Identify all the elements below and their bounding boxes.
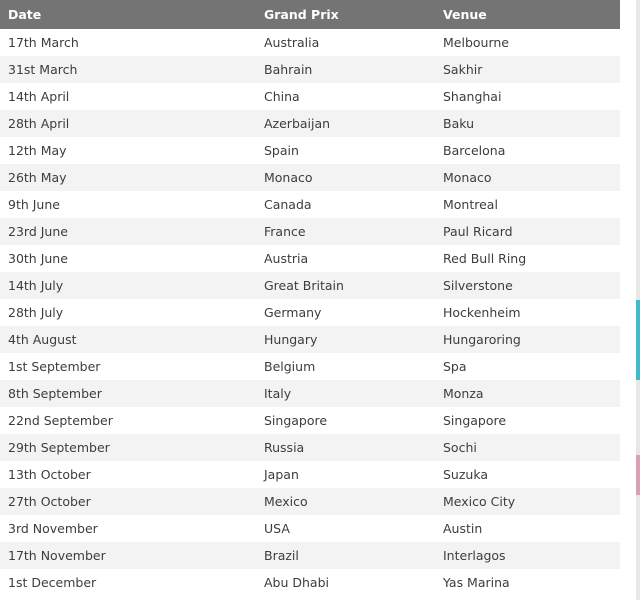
cell-grand-prix: Azerbaijan [264,116,331,131]
table-row [0,326,620,353]
cell-date: 3rd November [8,521,98,536]
table-row [0,353,620,380]
table-row [0,83,620,110]
table-row [0,434,620,461]
cell-grand-prix: USA [264,521,290,536]
cell-date: 29th September [8,440,110,455]
cell-grand-prix: Bahrain [264,62,313,77]
cell-venue: Montreal [443,197,498,212]
cell-grand-prix: Japan [264,467,299,482]
cell-grand-prix: Brazil [264,548,299,563]
table-row [0,245,620,272]
table-row [0,191,620,218]
cell-date: 14th April [8,89,70,104]
table-row [0,461,620,488]
cell-venue: Silverstone [443,278,513,293]
cell-grand-prix: Russia [264,440,305,455]
table-row [0,137,620,164]
cell-venue: Paul Ricard [443,224,513,239]
cell-date: 8th September [8,386,102,401]
cell-date: 17th March [8,35,79,50]
cell-grand-prix: Singapore [264,413,328,428]
cell-grand-prix: Belgium [264,359,316,374]
header-grand-prix: Grand Prix [264,7,339,22]
cell-date: 9th June [8,197,60,212]
cell-venue: Melbourne [443,35,509,50]
table-row [0,272,620,299]
cell-date: 23rd June [8,224,68,239]
cell-grand-prix: France [264,224,306,239]
cell-grand-prix: Austria [264,251,309,266]
table-row [0,488,620,515]
cell-grand-prix: Australia [264,35,320,50]
cell-venue: Yas Marina [443,575,510,590]
table-row [0,542,620,569]
cell-grand-prix: Hungary [264,332,318,347]
cell-venue: Shanghai [443,89,502,104]
cell-venue: Hungaroring [443,332,521,347]
table-row [0,110,620,137]
table-row [0,56,620,83]
table-row [0,299,620,326]
table-row [0,569,620,596]
cell-venue: Monaco [443,170,492,185]
accent-strip-pink [636,455,640,495]
cell-date: 28th April [8,116,70,131]
cell-date: 13th October [8,467,91,482]
cell-venue: Interlagos [443,548,506,563]
table-header-row [0,0,620,29]
cell-venue: Red Bull Ring [443,251,527,266]
cell-date: 17th November [8,548,106,563]
cell-venue: Mexico City [443,494,516,509]
cell-grand-prix: Spain [264,143,299,158]
cell-venue: Hockenheim [443,305,521,320]
cell-grand-prix: Canada [264,197,312,212]
accent-strip-teal [636,300,640,380]
cell-grand-prix: Monaco [264,170,313,185]
cell-date: 27th October [8,494,91,509]
cell-grand-prix: Great Britain [264,278,344,293]
table-row [0,29,620,56]
cell-grand-prix: Abu Dhabi [264,575,329,590]
table-row [0,515,620,542]
cell-grand-prix: Germany [264,305,322,320]
table-row [0,218,620,245]
cell-venue: Barcelona [443,143,506,158]
cell-date: 1st September [8,359,101,374]
cell-date: 22nd September [8,413,113,428]
cell-date: 12th May [8,143,67,158]
cell-venue: Singapore [443,413,507,428]
table-row [0,164,620,191]
cell-venue: Monza [443,386,484,401]
header-date: Date [8,7,42,22]
cell-date: 14th July [8,278,64,293]
cell-grand-prix: Italy [264,386,292,401]
header-venue: Venue [443,7,487,22]
cell-venue: Austin [443,521,483,536]
table-row [0,380,620,407]
cell-venue: Suzuka [443,467,489,482]
cell-venue: Spa [443,359,467,374]
cell-grand-prix: Mexico [264,494,308,509]
cell-date: 31st March [8,62,78,77]
cell-date: 28th July [8,305,64,320]
cell-venue: Sochi [443,440,477,455]
cell-date: 4th August [8,332,77,347]
table-row [0,407,620,434]
cell-grand-prix: China [264,89,300,104]
cell-date: 26th May [8,170,67,185]
cell-date: 30th June [8,251,68,266]
cell-date: 1st December [8,575,97,590]
cell-venue: Baku [443,116,475,131]
cell-venue: Sakhir [443,62,483,77]
